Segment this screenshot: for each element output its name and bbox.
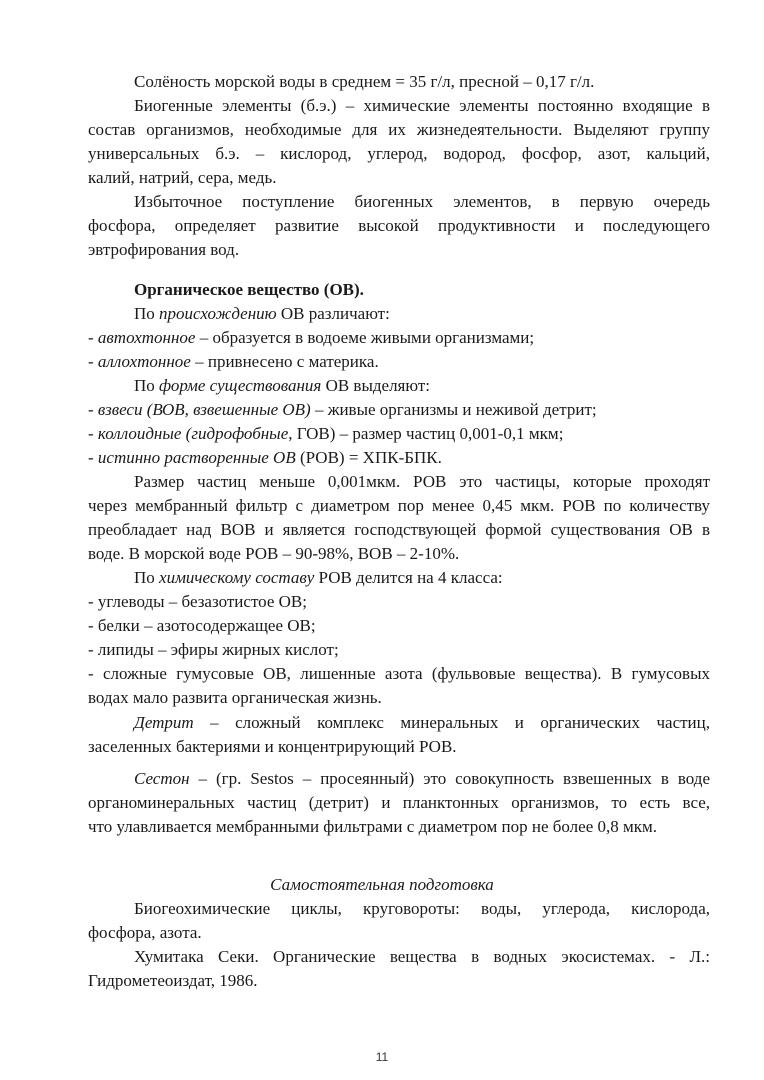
chem-item-lipids: - липиды – эфиры жирных кислот;: [88, 640, 339, 659]
organic-heading: Органическое вещество (ОВ).: [134, 280, 364, 299]
biogenic-line-3: универсальных б.э. – кислород, углерод, водород, фосфор, азот, кальций,: [88, 144, 710, 163]
origin-item-allochthonous: - аллохтонное – привнесено с материка.: [88, 352, 379, 371]
chem-item-carbohydrates: - углеводы – безазотистое ОВ;: [88, 592, 307, 611]
excess-line-3: эвтрофирования вод.: [88, 240, 240, 259]
seston-line-2: органоминеральных частиц (детрит) и планктонных организмов, то есть все,: [88, 793, 710, 812]
biogenic-line-4: калий, натрий, сера, медь.: [88, 168, 277, 187]
self-study-p1-line-2: фосфора, азота.: [88, 923, 202, 942]
biogenic-line-2: состав организмов, необходимые для их жизнедеятельности. Выделяют группу: [88, 120, 710, 139]
seston-line-3: что улавливается мембранными фильтрами с диаметром пор не более 0,8 мкм.: [88, 817, 658, 836]
form-item-suspended: - взвеси (ВОВ, взвешенные ОВ) – живые организмы и неживой детрит;: [88, 400, 597, 419]
excess-line-2: фосфора, определяет развитие высокой продуктивности и последующего: [88, 216, 710, 235]
detritus-line-1: Детрит – сложный комплекс минеральных и органических частиц,: [134, 713, 710, 732]
excess-line-1: Избыточное поступление биогенных элементов, в первую очередь: [134, 192, 710, 211]
salinity-line: Солёность морской воды в среднем = 35 г/л, пресной – 0,17 г/л.: [134, 72, 595, 91]
chem-item-proteins: - белки – азотосодержащее ОВ;: [88, 616, 316, 635]
form-item-dissolved: - истинно растворенные ОВ (РОВ) = ХПК-БПК.: [88, 448, 442, 467]
chem-item-humic: - сложные гумусовые ОВ, лишенные азота (фульвовые вещества). В гумусовых: [88, 664, 710, 683]
biogenic-line-1: Биогенные элементы (б.э.) – химические элементы постоянно входящие в: [134, 96, 710, 115]
size-line-3: преобладает над ВОВ и является господствующей формой существования ОВ в: [88, 520, 710, 539]
self-study-heading: Самостоятельная подготовка: [270, 875, 494, 894]
page-number: 11: [375, 1050, 389, 1064]
origin-intro: По происхождению ОВ различают:: [134, 304, 390, 323]
size-line-2: через мембранный фильтр с диаметром пор менее 0,45 мкм. РОВ по количеству: [88, 496, 710, 515]
size-line-1: Размер частиц меньше 0,001мкм. РОВ это частицы, которые проходят: [134, 472, 710, 491]
detritus-line-2: заселенных бактериями и концентрирующий РОВ.: [88, 737, 457, 756]
origin-item-autochthonous: - автохтонное – образуется в водоеме живыми организмами;: [88, 328, 535, 347]
self-study-p1-line-1: Биогеохимические циклы, круговороты: воды, углерода, кислорода,: [134, 899, 710, 918]
self-study-p2-line-2: Гидрометеоиздат, 1986.: [88, 971, 258, 990]
size-line-4: воде. В морской воде РОВ – 90-98%, ВОВ – 2-10%.: [88, 544, 460, 563]
self-study-p2-line-1: Хумитака Секи. Органические вещества в водных экосистемах. - Л.:: [134, 947, 710, 966]
chem-item-humic-cont: водах мало развита органическая жизнь.: [88, 688, 382, 707]
seston-line-1: Сестон – (гр. Sestos – просеянный) это совокупность взвешенных в воде: [134, 769, 710, 788]
form-intro: По форме существования ОВ выделяют:: [134, 376, 431, 395]
form-item-colloidal: - коллоидные (гидрофобные, ГОВ) – размер частиц 0,001-0,1 мкм;: [88, 424, 564, 443]
chem-intro: По химическому составу РОВ делится на 4 класса:: [134, 568, 503, 587]
